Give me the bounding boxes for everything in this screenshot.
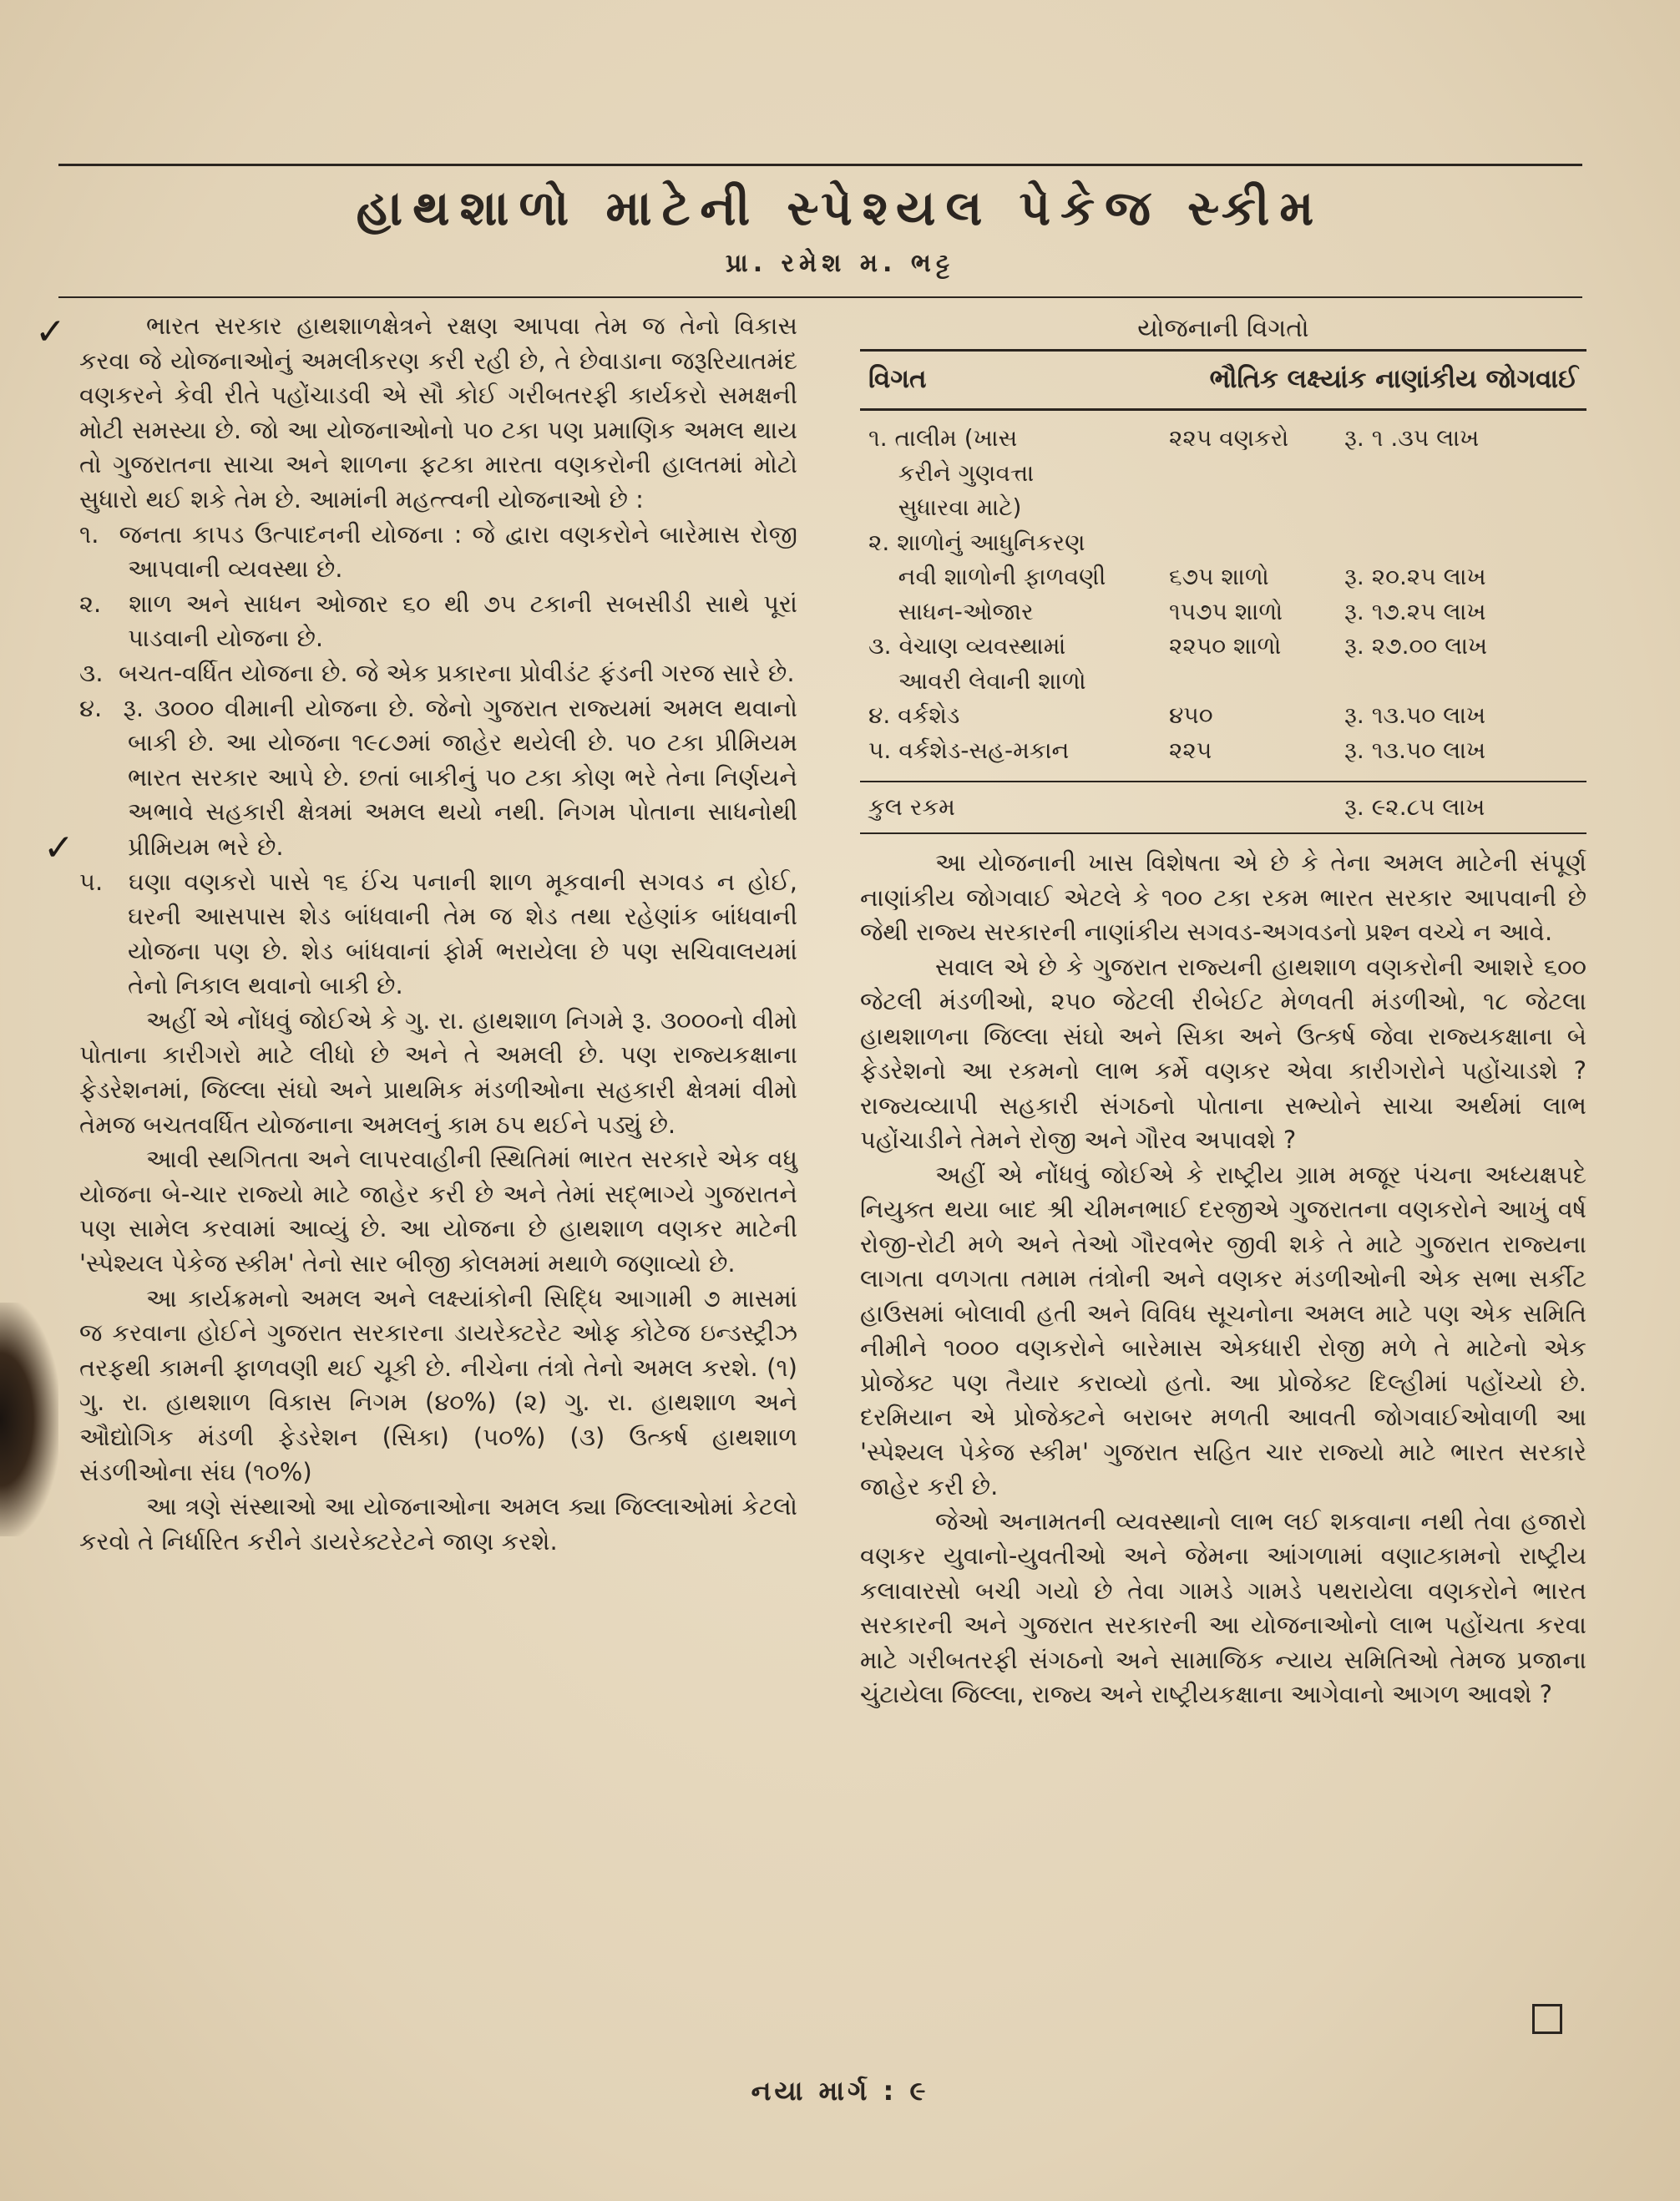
list-text: ઘણા વણકરો પાસે ૧૬ ઈંચ પનાની શાળ મૂકવાની સગવડ ન હોઈ, ઘરની આસપાસ શેડ બાંધવાની તેમ જ શેડ તથા રહેણાંક બાંધવાની યોજના પણ છે. શેડ બાંધવાનાં ફોર્મ ભરાયેલા છે પણ સચિવાલયમાં તેનો નિકાલ થવાનો બાકી છે. bbox=[128, 867, 797, 1000]
list-item bbox=[79, 691, 797, 865]
paragraph-question: સવાલ એ છે કે ગુજરાત રાજ્યની હાથશાળ વણકરોની આશરે ૬૦૦ જેટલી મંડળીઓ, ૨૫૦ જેટલી રીબેઈટ મેળવતી મંડળીઓ, ૧૮ જેટલા હાથશાળના જિલ્લા સંઘો અને સિકા અને ઉત્કર્ષ જેવા રાજ્યકક્ષાના બે ફેડરેશનો આ રકમનો લાભ કર્મે વણકર એવા કારીગરોને પહોંચાડશે ? રાજ્યવ્યાપી સહકારી સંગઠનો પોતાના સભ્યોને સાચા અર્થમાં લાભ પહોંચાડીને તેમને રોજી અને ગૌરવ અપાવશે ? bbox=[860, 952, 1586, 1154]
table-header bbox=[860, 352, 1586, 408]
margin-tick-mark: ✓ bbox=[35, 311, 66, 353]
paragraph-note: અહીં એ નોંધવું જોઈએ કે ગુ. રા. હાથશાળ નિગમે રૂ. ૩૦૦૦નો વીમો પોતાના કારીગરો માટે લીધો છે અને તે અમલી છે. પણ રાજ્યકક્ષાના ફેડરેશનમાં, જિલ્લા સંઘો અને પ્રાથમિક મંડળીઓના સહકારી ક્ષેત્રમાં વીમો તેમજ બચતવર્ધિત યોજનાના અમલનું કામ ઠપ થઈને પડ્યું છે. bbox=[79, 1005, 797, 1139]
cell-item: ૨. શાળોનું આધુનિકરણ bbox=[868, 528, 1085, 556]
cell-item: ૪. વર્કશેડ bbox=[868, 701, 960, 729]
list-item bbox=[79, 587, 797, 656]
cell-target: ૨૨૫ વણકરો bbox=[1169, 424, 1289, 452]
cell-amount: રૂ. ૨૦.૨૫ લાખ bbox=[1344, 563, 1486, 590]
cell-amount: રૂ. ૧૭.૨૫ લાખ bbox=[1344, 597, 1486, 625]
cell-item: ૩. વેચાણ વ્યવસ્થામાં આવરી લેવાની શાળો bbox=[868, 632, 1086, 695]
paragraph-stagnation: આવી સ્થગિતતા અને લાપરવાહીની સ્થિતિમાં ભારત સરકારે એક વધુ યોજના બે-ચાર રાજ્યો માટે જાહેર કરી છે અને તેમાં સદ્‌ભાગ્યે ગુજરાતને પણ સામેલ કરવામાં આવ્યું છે. આ યોજના છે હાથશાળ વણકર માટેની 'સ્પેશ્યલ પેકેજ સ્કીમ' તેનો સાર બીજી કોલમમાં મથાળે જણાવ્યો છે. bbox=[79, 1145, 797, 1278]
right-column bbox=[860, 309, 1586, 1713]
cell-target: ૪૫૦ bbox=[1169, 701, 1213, 729]
list-number: ૩. bbox=[79, 658, 104, 687]
list-text: શાળ અને સાધન ઓજાર ૬૦ થી ૭૫ ટકાની સબસીડી સાથે પૂરાં પાડવાની યોજના છે. bbox=[128, 589, 797, 653]
cell-target: ૨૨૫ bbox=[1169, 736, 1212, 764]
margin-tick-mark: ✓ bbox=[43, 827, 74, 869]
table-row bbox=[860, 559, 1586, 595]
table-row bbox=[860, 629, 1586, 698]
table-row bbox=[860, 733, 1586, 768]
list-item bbox=[79, 518, 797, 587]
article-title: હાથશાળો માટેની સ્પેશ્યલ પેકેજ સ્કીમ bbox=[356, 180, 1324, 236]
header-target-provision: ભૌતિક લક્ષ્યાંક નાણાંકીય જોગવાઈ bbox=[1209, 364, 1578, 395]
header-rule bbox=[58, 296, 1582, 298]
list-number: ૨. bbox=[79, 589, 102, 618]
list-number: ૧. bbox=[79, 519, 99, 549]
paragraph-feature: આ યોજનાની ખાસ વિશેષતા એ છે કે તેના અમલ માટેની સંપૂર્ણ નાણાંકીય જોગવાઈ એટલે કે ૧૦૦ ટકા રકમ ભારત સરકાર આપવાની છે જેથી રાજ્ય સરકારની નાણાંકીય સગવડ-અગવડનો પ્રશ્ન વચ્ચે ન આવે. bbox=[860, 848, 1586, 946]
cell-amount: રૂ. ૧૩.૫૦ લાખ bbox=[1344, 701, 1486, 729]
total-amount: રૂ. ૯૨.૮૫ લાખ bbox=[1344, 793, 1485, 822]
cell-target bbox=[1169, 525, 1344, 560]
list-text: બચત-વર્ધિત યોજના છે. જે એક પ્રકારના પ્રોવીડંટ ફંડની ગરજ સારે છે. bbox=[118, 658, 795, 687]
cell-target: ૧૫૭૫ શાળો bbox=[1169, 597, 1283, 625]
cell-item: નવી શાળોની ફાળવણી bbox=[868, 563, 1106, 590]
cell-item: સાધન-ઓજાર bbox=[868, 597, 1034, 625]
table-row bbox=[860, 525, 1586, 560]
list-item bbox=[79, 865, 797, 1004]
burn-mark bbox=[0, 1303, 58, 1536]
list-text: રૂ. ૩૦૦૦ વીમાની યોજના છે. જેનો ગુજરાત રાજ્યમાં અમલ થવાનો બાકી છે. આ યોજના ૧૯૮૭માં જાહેર થયેલી છે. ૫૦ ટકા પ્રીમિયમ ભારત સરકાર આપે છે. છતાં બાકીનું ૫૦ ટકા કોણ ભરે તેના નિર્ણયને અભાવે સહકારી ક્ષેત્રમાં અમલ થયો નથી. નિગમ પોતાના સાધનોથી પ્રીમિયમ ભરે છે. bbox=[123, 693, 798, 861]
paragraph-intro: ભારત સરકાર હાથશાળક્ષેત્રને રક્ષણ આપવા તેમ જ તેનો વિકાસ કરવા જે યોજનાઓનું અમલીકરણ કરી રહી છે, તે છેવાડાના જરૂરિયાતમંદ વણકરને કેવી રીતે પહોંચાડવી એ સૌ કોઈ ગરીબતરફી કાર્યકરો સમક્ષની મોટી સમસ્યા છે. જો આ યોજનાઓનો ૫૦ ટકા પણ પ્રમાણિક અમલ થાય તો ગુજરાતના સાચા અને શાળના ફટકા મારતા વણકરોની હાલતમાં મોટો સુધારો થઈ શકે તેમ છે. આમાંની મહત્ત્વની યોજનાઓ છે : bbox=[79, 311, 797, 514]
paragraph-final: જેઓ અનામતની વ્યવસ્થાનો લાભ લઈ શકવાના નથી તેવા હજારો વણકર યુવાનો-યુવતીઓ અને જેમના આંગળામાં વણાટકામનો રાષ્ટ્રીય કલાવારસો બચી ગયો છે તેવા ગામડે ગામડે પથરાયેલા વણકરોને ભારત સરકારની અને ગુજરાત સરકારની આ યોજનાઓનો લાભ પહોંચતા કરવા માટે ગરીબતરફી સંગઠનો અને સામાજિક ન્યાય સમિતિઓ તેમજ પ્રજાના ચુંટાયેલા જિલ્લા, રાજ્ય અને રાષ્ટ્રીયકક્ષાના આગેવાનો આગળ આવશે ? bbox=[860, 1506, 1586, 1708]
cell-target: ૬૭૫ શાળો bbox=[1169, 563, 1269, 590]
list-number: ૫. bbox=[79, 867, 104, 896]
left-column bbox=[79, 309, 797, 1559]
paragraph-three-institutions: આ ત્રણે સંસ્થાઓ આ યોજનાઓના અમલ ક્યા જિલ્લાઓમાં કેટલો કરવો તે નિર્ધારિત કરીને ડાયરેક્ટરેટને જાણ કરશે. bbox=[79, 1492, 797, 1556]
list-item bbox=[79, 656, 797, 691]
end-of-article-box bbox=[1532, 2004, 1562, 2034]
page-footer: નયા માર્ગ : ૯ bbox=[751, 2075, 929, 2107]
paragraph-note-2: અહીં એ નોંધવું જોઈએ કે રાષ્ટ્રીય ગ્રામ મજૂર પંચના અધ્યક્ષપદે નિયુક્ત થયા બાદ શ્રી ચીમનભાઈ દરજીએ ગુજરાતના વણકરોને આખું વર્ષ રોજી-રોટી મળે અને તેઓ ગૌરવભેર જીવી શકે તે માટે ગુજરાત રાજ્યના લાગતા વળગતા તમામ તંત્રોની અને વણકર મંડળીઓની એક સભા સર્કીટ હાઉસમાં બોલાવી હતી અને વિવિધ સૂચનોના અમલ માટે પણ એક સમિતિ નીમીને ૧૦૦૦ વણકરોને બારેમાસ એકધારી રોજી મળે તે માટેનો એક પ્રોજેક્ટ પણ તૈયાર કરાવ્યો હતો. આ પ્રોજેક્ટ દિલ્હીમાં પહોંચ્યો છે. દરમિયાન એ પ્રોજેક્ટને બરાબર મળતી આવતી જોગવાઈઓવાળી આ 'સ્પેશ્યલ પેકેજ સ્કીમ' ગુજરાત સહિત ચાર રાજ્યો માટે ભારત સરકારે જાહેર કરી છે. bbox=[860, 1160, 1586, 1500]
table-rule bbox=[860, 832, 1586, 834]
cell-item: ૧. તાલીમ (ખાસ કરીને ગુણવત્તા સુધારવા માટે) bbox=[868, 424, 1035, 521]
total-label: કુલ રકમ bbox=[868, 793, 955, 822]
table-row bbox=[860, 698, 1586, 733]
cell-item: ૫. વર્કશેડ-સહ-મકાન bbox=[868, 736, 1070, 764]
table-row bbox=[860, 595, 1586, 630]
table-row bbox=[860, 421, 1586, 525]
cell-amount: રૂ. ૧ .૩૫ લાખ bbox=[1344, 424, 1480, 452]
list-number: ૪. bbox=[79, 693, 103, 722]
table-title: યોજનાની વિગતો bbox=[1137, 314, 1309, 343]
cell-target: ૨૨૫૦ શાળો bbox=[1169, 632, 1282, 660]
list-text: જનતા કાપડ ઉત્પાદનની યોજના : જે દ્વારા વણકરોને બારેમાસ રોજી આપવાની વ્યવસ્થા છે. bbox=[119, 519, 797, 584]
cell-amount: રૂ. ૨૭.૦૦ લાખ bbox=[1344, 632, 1488, 660]
article-author: પ્રા. રમેશ મ. ભટ્ટ bbox=[725, 249, 955, 278]
top-rule bbox=[58, 164, 1582, 166]
cell-amount bbox=[1344, 525, 1586, 560]
cell-amount: રૂ. ૧૩.૫૦ લાખ bbox=[1344, 736, 1486, 764]
header-detail: વિગત bbox=[868, 364, 927, 395]
paragraph-program: આ કાર્યક્રમનો અમલ અને લક્ષ્યાંકોની સિદ્ધિ આગામી ૭ માસમાં જ કરવાના હોઈને ગુજરાત સરકારના ડાયરેક્ટરેટ ઓફ કોટેજ ઇન્ડસ્ટ્રીઝ તરફથી કામની ફાળવણી થઈ ચૂકી છે. નીચેના તંત્રો તેનો અમલ કરશે. (૧) ગુ. રા. હાથશાળ વિકાસ નિગમ (૪૦%) (૨) ગુ. રા. હાથશાળ અને ઔદ્યોગિક મંડળી ફેડરેશન (સિકા) (૫૦%) (૩) ઉત્કર્ષ હાથશાળ સંડળીઓના સંઘ (૧૦%) bbox=[79, 1283, 797, 1486]
table-body bbox=[860, 411, 1586, 781]
table-total-row bbox=[860, 782, 1586, 832]
